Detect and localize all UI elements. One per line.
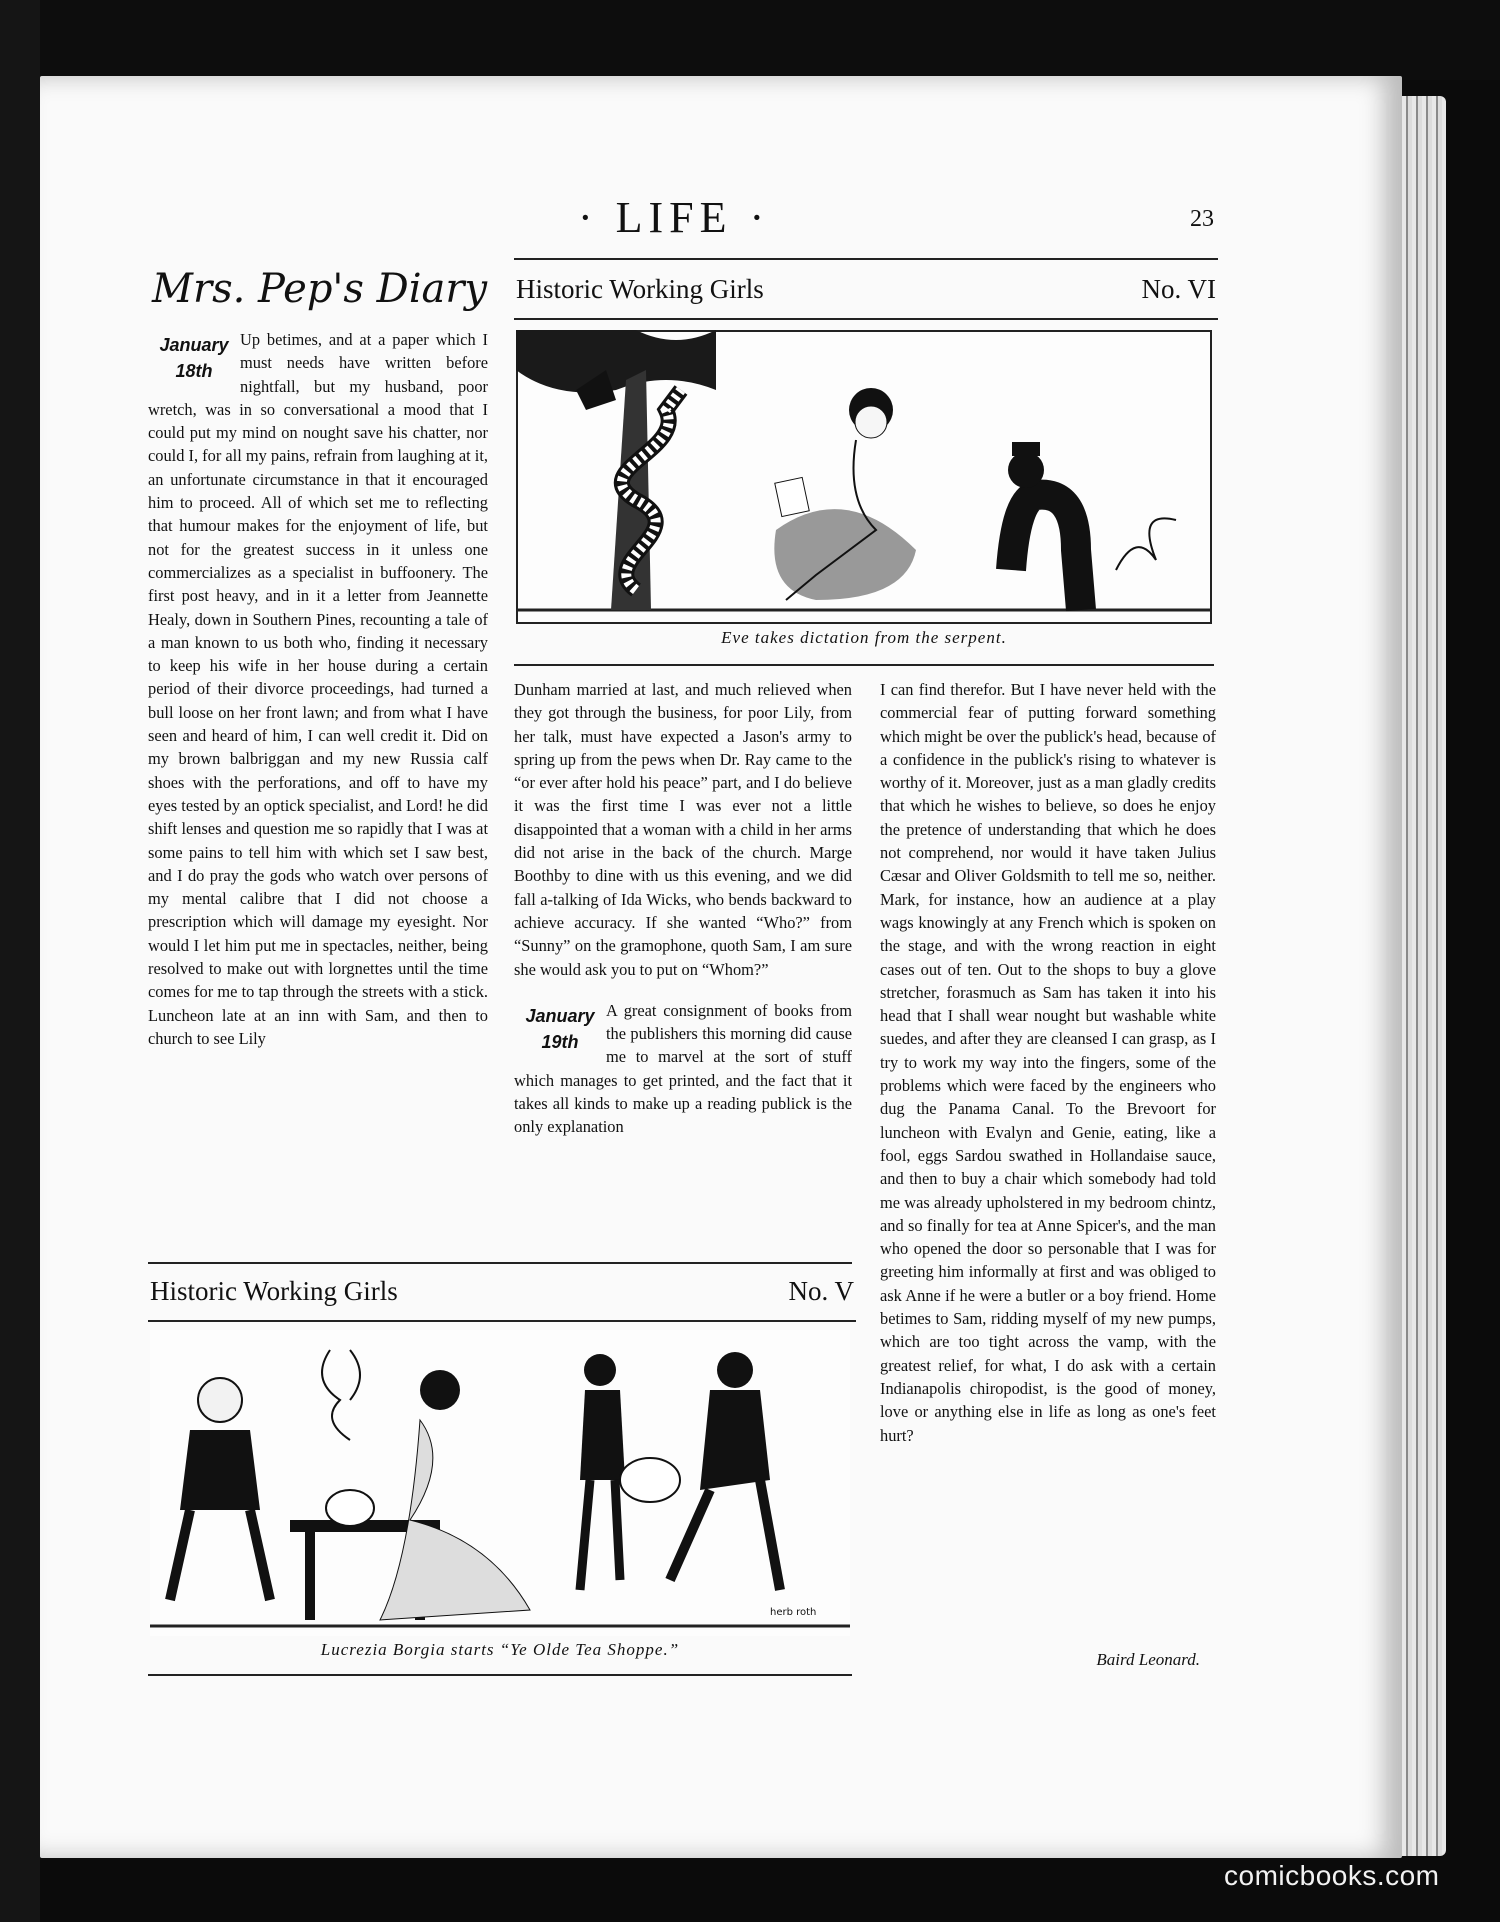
cartoon-top-header (514, 258, 1218, 320)
cartoon-top-illustration (516, 330, 1212, 624)
diary-column-middle (514, 678, 852, 1242)
watermark: comicbooks.com (1224, 1860, 1440, 1891)
cartoon-top-series: Historic Working Girls (516, 273, 764, 304)
cartoon-bottom-illustration (150, 1330, 850, 1636)
diary-title-text: Mrs. Pep's Diary (152, 266, 488, 312)
entry2-text: A great consignment of books from the publishers this morning did cause me to marvel at the sort of stuff which manages to get printed, and the fact that it takes all kinds to make up a reading publick is the only explanation (514, 1000, 852, 1137)
cartoon-bottom-rule (148, 1674, 852, 1676)
entry1-date-day: 18th (175, 361, 213, 381)
artist-signature: herb roth (770, 1607, 817, 1618)
cartoon-bottom-series: Historic Working Girls (150, 1275, 398, 1306)
cartoon-top-rule (514, 664, 1214, 666)
entry2-date (514, 1003, 606, 1055)
scan-background-top (0, 0, 1500, 80)
author-signature: Baird Leonard. (1096, 1650, 1200, 1669)
page-number: 23 (1190, 206, 1214, 232)
entry1-date (148, 332, 240, 384)
cartoon-bottom-number: No. V (788, 1275, 854, 1306)
entry2-continued: I can find therefor. But I have never held with the commercial fear of putting forward something which might be over the publick's head, because of a confidence in the publick's rising to whatever is worthy of it. Moreover, just as a man gladly credits that which he wishes to believe, so does he enjoy the pretence of understanding that which he does not comprehend, nor would it have taken Julius Cæsar and Oliver Goldsmith to tell me so, neither. Mark, for instance, how an audience at a play wags knowingly at any French which is spoken on the stage, and with the wrong reaction in eight cases out of ten. Out to the shops to buy a glove stretcher, forasmuch as Sam has taken it into his head that I shall wear nought but washable white suedes, and after they are cleansed I can grasp, as I try to work my way into the fingers, some of the problems which were faced by the engineers who dug the Panama Canal. To the Brevoort for luncheon with Evalyn and Genie, eating, like a fool, eggs Sardou swathed in Hollandaise sauce, and then to buy a chair which somebody had told me was already upholstered in my bedroom chintz, and so finally for tea at Anne Spicer's, and the man who opened the door so personable that I was for greeting him informally at first and was obliged to ask Anne if he were a butler or a boy friend. Home betimes to Sam, ridding myself of my new pumps, which are too tight across the vamp, with the greatest relief, for what, I do ask with a certain Indianapolis chiropodist, is the good of money, love or anything else in life as long as one's feet hurt? (880, 680, 1216, 1445)
entry1-continued: Dunham married at last, and much relieved when they got through the business, for poor Lily, from her talk, must have expected a Jason's army to spring up from the pews when Dr. Ray came to the “or ever after hold his peace” part, and I do believe it was the first time I was ever not a little disappointed that a woman with a child in her arms did not arise in the back of the church. Marge Boothby to dine with us this evening, and we did fall a-talking of Ida Wicks, who bends backward to achieve accuracy. If she wanted “Who?” from “Sunny” on the gramophone, quoth Sam, I am sure she would ask you to put on “Whom?” (514, 680, 852, 979)
diary-column-left (148, 328, 488, 1250)
book-binding (0, 0, 40, 1922)
cartoon-bottom-header (148, 1262, 856, 1322)
entry2-date-day: 19th (541, 1031, 579, 1052)
entry2-date-month: January (525, 1005, 595, 1026)
eve-serpent-drawing (516, 330, 1212, 624)
masthead-title: · LIFE · (578, 193, 771, 242)
cartoon-bottom-caption: Lucrezia Borgia starts “Ye Olde Tea Shoppe.” (320, 1640, 680, 1659)
cartoon-top-caption: Eve takes dictation from the serpent. (721, 628, 1007, 647)
borgia-tea-drawing (150, 1330, 850, 1636)
diary-title-lettering (148, 250, 488, 322)
cartoon-top-number: No. VI (1141, 273, 1216, 304)
diary-column-right (880, 678, 1216, 1656)
diary-title (148, 250, 488, 322)
entry1-text: Up betimes, and at a paper which I must needs have written before nightfall, but my husband, poor wretch, was in so conversational a mood that I could put my mind on nought save his chatter, nor could I, for all my pains, refrain from laughing at it, an unfortunate circumstance in that it encouraged him to proceed. All of which set me to reflecting that humour makes for the enjoyment of life, but not for the greatest success in it unless one commercializes as a specialist in buffoonery. The first post heavy, and in it a letter from Jeannette Healy, down in Southern Pines, recounting a tale of a man known to us both who, finding it necessary to keep his wife in her house during a certain period of their divorce proceedings, had turned a bull loose on her front lawn; and from what I have seen and heard of him, I can well credit it. Did on my brown balbriggan and my new Russia calf shoes with the perforations, and off to have my eyes tested by an optick specialist, and Lord! he did shift lenses and question me so rapidly that I was at some pains to tell him with which set I saw best, and I do pray the gods who watch over persons of my mental calibre that I did not choose a prescription which will damage my eyesight. Nor would I let him put me in spectacles, neither, being resolved to make out with lorgnettes until the time comes for me to tap through the streets with a stick. Luncheon late at an inn with Sam, and then to church to see Lily (148, 330, 488, 1048)
entry1-date-month: January (159, 335, 229, 355)
